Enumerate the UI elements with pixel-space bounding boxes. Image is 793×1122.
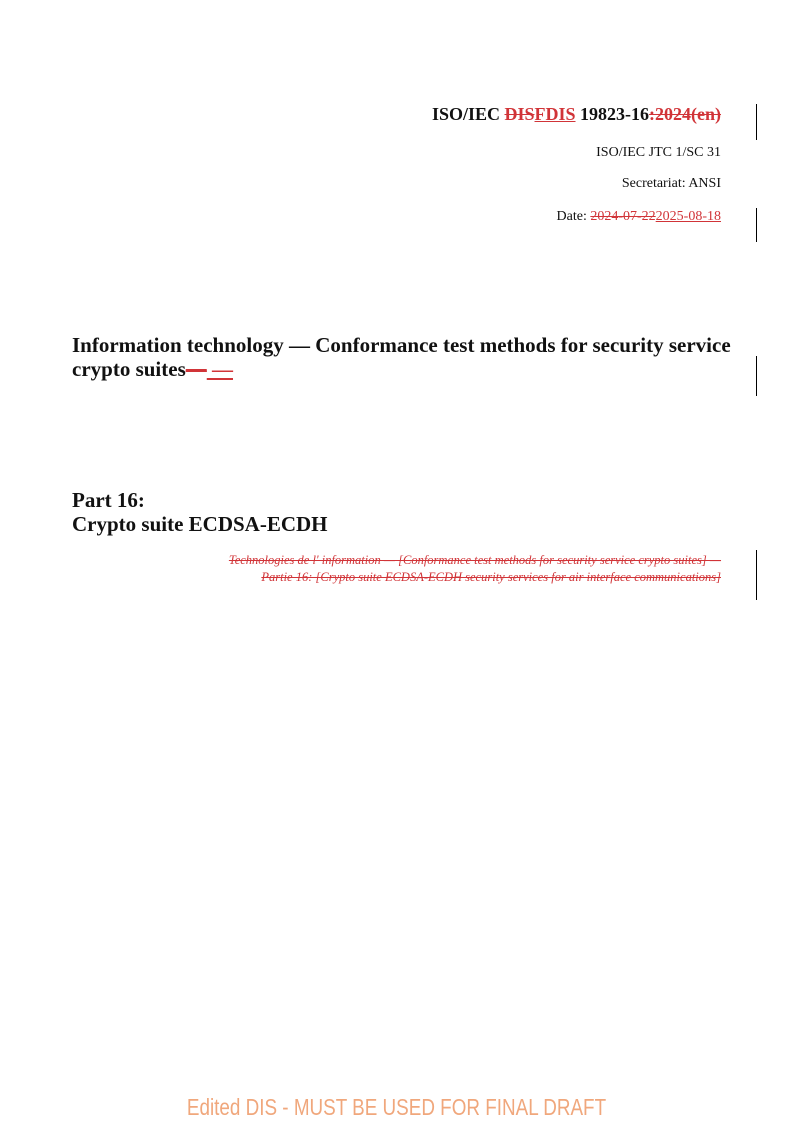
date-inserted: 2025-08-18 [655, 209, 721, 224]
change-bar [756, 356, 757, 396]
part-number: Part 16: [72, 488, 145, 512]
french-title-line1: Technologies de l' information — [Conformance test methods for security service crypto suites] — [228, 553, 721, 567]
doc-number: 19823-16 [575, 104, 650, 124]
change-bar [756, 550, 757, 600]
change-bar [756, 104, 757, 140]
part-name: Crypto suite ECDSA-ECDH [72, 512, 328, 536]
french-title-line2: Partie 16: [Crypto suite ECDSA-ECDH security services for air interface communications] [261, 570, 721, 584]
title-inserted-dash: — [206, 357, 233, 381]
secretariat: Secretariat: ANSI [621, 176, 721, 191]
title-text: Information technology — Conformance test methods for security service crypto suites [72, 333, 731, 381]
date-label: Date: [556, 209, 591, 224]
part-title [72, 488, 328, 536]
committee: ISO/IEC JTC 1/SC 31 [596, 145, 721, 160]
deleted-stage: DIS [504, 104, 535, 124]
date [557, 209, 721, 225]
change-bar [756, 208, 757, 242]
document-number [432, 104, 721, 125]
title-deleted-dash: — [185, 357, 207, 381]
document-title [72, 333, 732, 381]
date-deleted: 2024-07-22 [590, 209, 656, 224]
deleted-suffix: :2024(en) [649, 104, 721, 124]
watermark-footer: Edited DIS - MUST BE USED FOR FINAL DRAFT [186, 1094, 607, 1120]
french-title [229, 552, 721, 586]
inserted-stage: FDIS [534, 104, 576, 124]
doc-prefix: ISO/IEC [431, 104, 505, 124]
